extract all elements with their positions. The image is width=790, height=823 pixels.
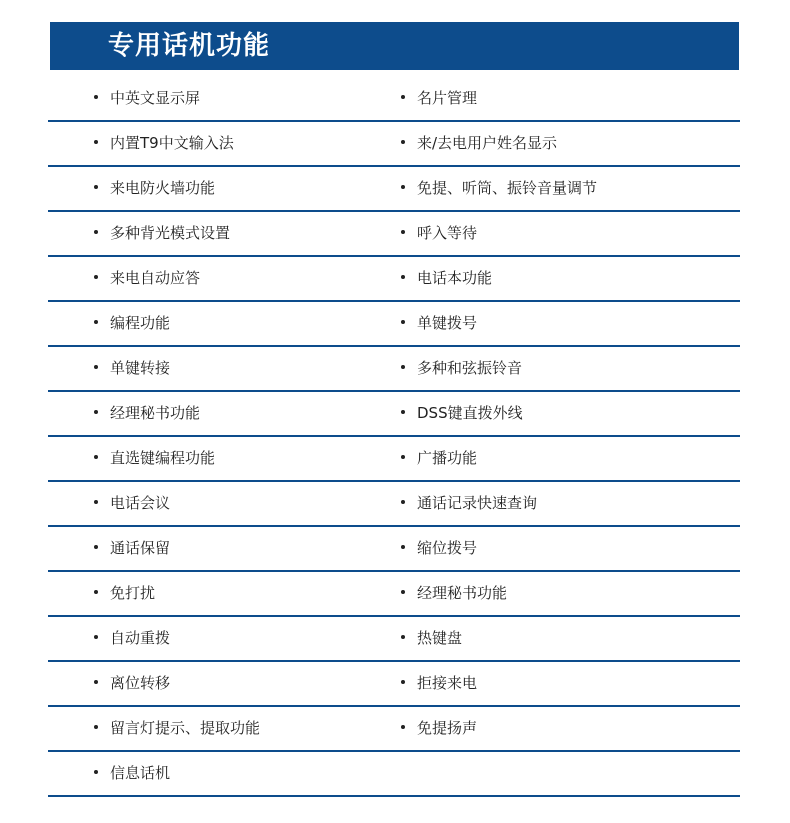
feature-item: [94, 617, 170, 660]
feature-item: [401, 572, 507, 615]
feature-item: [401, 257, 492, 300]
feature-item: [94, 572, 155, 615]
feature-item: [401, 527, 477, 570]
feature-label: 单键拨号: [417, 314, 478, 332]
feature-label: 来/去电用户姓名显示: [417, 134, 558, 152]
feature-item: [94, 437, 215, 480]
bullet-icon: [94, 545, 98, 549]
feature-label: 编程功能: [110, 314, 171, 332]
feature-item: [94, 302, 170, 345]
feature-item: [401, 347, 522, 390]
feature-item: [401, 437, 477, 480]
feature-item: [94, 347, 170, 390]
feature-label: 电话本功能: [417, 269, 493, 287]
bullet-icon: [94, 320, 98, 324]
feature-item: [94, 662, 170, 705]
feature-label: 多种和弦振铃音: [417, 359, 523, 377]
bullet-icon: [94, 185, 98, 189]
feature-item: [94, 392, 200, 435]
bullet-icon: [401, 500, 405, 504]
feature-row: [48, 617, 740, 662]
bullet-icon: [401, 635, 405, 639]
bullet-icon: [401, 230, 405, 234]
feature-label: 离位转移: [110, 674, 171, 692]
feature-item: [94, 482, 170, 525]
feature-label: 中英文显示屏: [110, 89, 201, 107]
feature-label: 内置T9中文输入法: [110, 134, 234, 152]
bullet-icon: [401, 545, 405, 549]
feature-row: [48, 77, 740, 122]
feature-row: [48, 122, 740, 167]
feature-label: DSS键直拨外线: [417, 404, 523, 422]
feature-label: 呼入等待: [417, 224, 478, 242]
feature-label: 电话会议: [110, 494, 171, 512]
feature-item: [94, 167, 215, 210]
feature-label: 拒接来电: [417, 674, 478, 692]
feature-list: [48, 77, 740, 797]
bullet-icon: [94, 680, 98, 684]
feature-label: 直选键编程功能: [110, 449, 216, 467]
bullet-icon: [94, 500, 98, 504]
bullet-icon: [401, 275, 405, 279]
bullet-icon: [94, 275, 98, 279]
bullet-icon: [94, 230, 98, 234]
feature-row: [48, 302, 740, 347]
bullet-icon: [94, 725, 98, 729]
feature-row: [48, 392, 740, 437]
bullet-icon: [401, 320, 405, 324]
feature-item: [94, 77, 200, 120]
bullet-icon: [94, 140, 98, 144]
feature-item: [94, 212, 230, 255]
feature-label: 免打扰: [110, 584, 156, 602]
feature-item: [401, 617, 462, 660]
feature-row: [48, 572, 740, 617]
bullet-icon: [401, 680, 405, 684]
bullet-icon: [94, 365, 98, 369]
feature-label: 来电防火墙功能: [110, 179, 216, 197]
feature-row: [48, 347, 740, 392]
feature-label: 广播功能: [417, 449, 478, 467]
feature-label: 免提、听筒、振铃音量调节: [417, 179, 598, 197]
feature-item: [401, 392, 523, 435]
bullet-icon: [401, 590, 405, 594]
feature-label: 名片管理: [417, 89, 478, 107]
bullet-icon: [401, 95, 405, 99]
feature-item: [401, 707, 477, 750]
bullet-icon: [401, 725, 405, 729]
feature-row: [48, 167, 740, 212]
feature-label: 自动重拨: [110, 629, 171, 647]
feature-label: 通话保留: [110, 539, 171, 557]
feature-item: [401, 302, 477, 345]
bullet-icon: [94, 590, 98, 594]
feature-item: [94, 527, 170, 570]
feature-row: [48, 752, 740, 797]
feature-item: [401, 122, 557, 165]
feature-row: [48, 707, 740, 752]
bullet-icon: [94, 635, 98, 639]
feature-item: [401, 212, 477, 255]
header-bar: [50, 22, 739, 70]
feature-row: [48, 482, 740, 527]
feature-label: 经理秘书功能: [417, 584, 508, 602]
bullet-icon: [401, 455, 405, 459]
feature-row: [48, 257, 740, 302]
page-title: 专用话机功能: [108, 31, 271, 61]
feature-label: 热键盘: [417, 629, 463, 647]
feature-item: [401, 77, 477, 120]
feature-label: 多种背光模式设置: [110, 224, 231, 242]
feature-row: [48, 527, 740, 572]
feature-row: [48, 662, 740, 707]
bullet-icon: [401, 140, 405, 144]
bullet-icon: [401, 185, 405, 189]
feature-label: 通话记录快速查询: [417, 494, 538, 512]
feature-label: 留言灯提示、提取功能: [110, 719, 261, 737]
bullet-icon: [401, 410, 405, 414]
feature-label: 单键转接: [110, 359, 171, 377]
feature-row: [48, 437, 740, 482]
bullet-icon: [401, 365, 405, 369]
bullet-icon: [94, 95, 98, 99]
feature-item: [401, 482, 537, 525]
feature-item: [94, 707, 260, 750]
bullet-icon: [94, 770, 98, 774]
feature-row: [48, 212, 740, 257]
feature-item: [401, 167, 597, 210]
feature-item: [94, 257, 200, 300]
bullet-icon: [94, 455, 98, 459]
feature-item: [94, 122, 234, 165]
feature-item: [401, 662, 477, 705]
feature-label: 信息话机: [110, 764, 171, 782]
feature-label: 缩位拨号: [417, 539, 478, 557]
feature-label: 免提扬声: [417, 719, 478, 737]
feature-label: 经理秘书功能: [110, 404, 201, 422]
feature-label: 来电自动应答: [110, 269, 201, 287]
bullet-icon: [94, 410, 98, 414]
feature-item: [94, 752, 170, 795]
